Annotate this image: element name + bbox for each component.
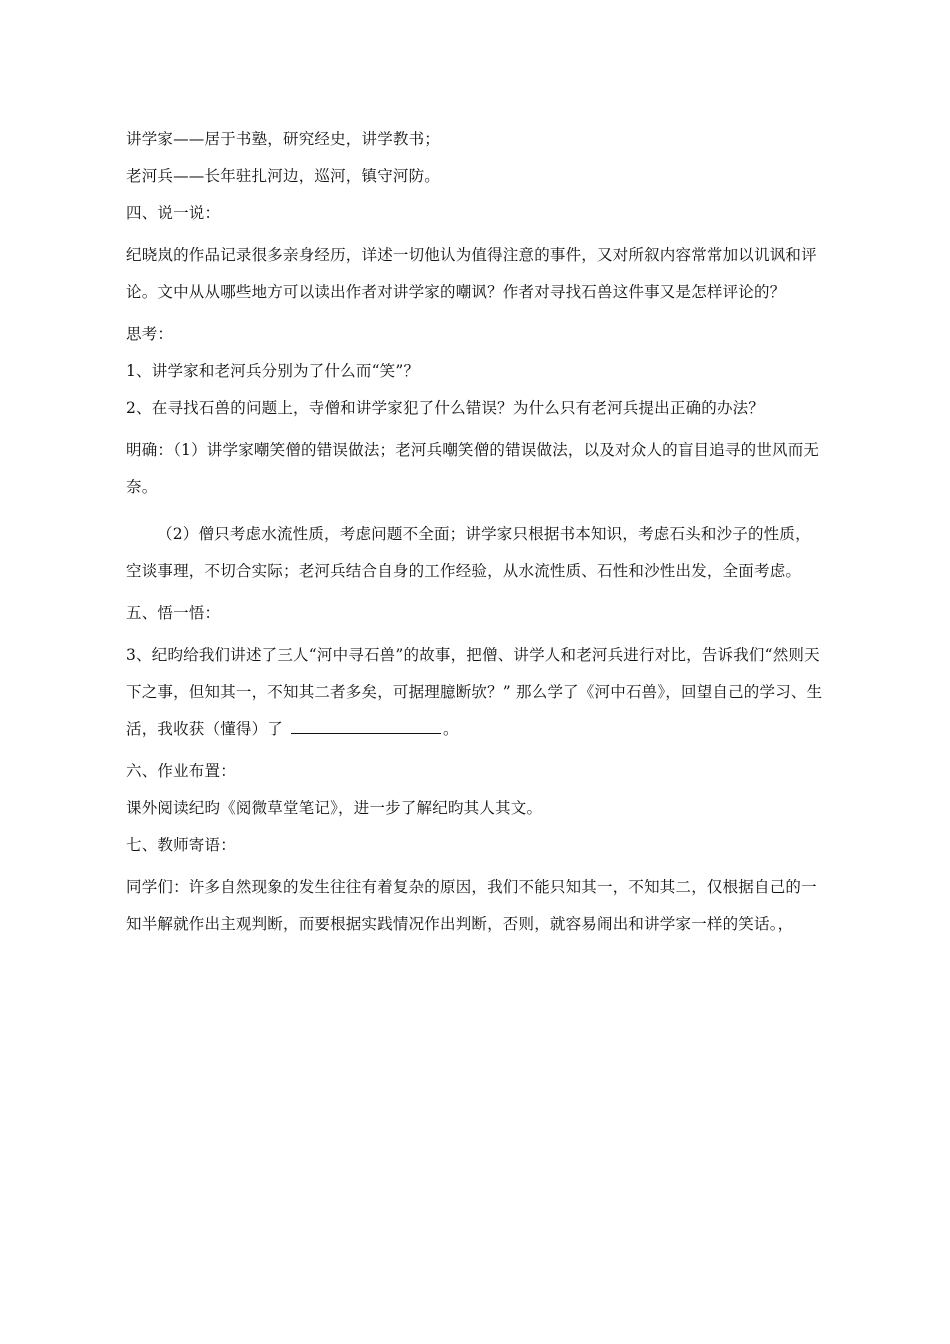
section-heading-6: 六、作业布置： <box>126 762 236 780</box>
think-label: 思考： <box>126 325 174 343</box>
document-body <box>126 126 826 953</box>
section-heading-4: 四、说一说： <box>126 204 221 222</box>
section-heading-7: 七、教师寄语： <box>126 836 236 854</box>
question-3-end: 。 <box>443 720 459 738</box>
question-2: 2、在寻找石兽的问题上，寺僧和讲学家犯了什么错误？为什么只有老河兵提出正确的办法？ <box>126 399 765 417</box>
definition-jiangxuejia: 讲学家——居于书塾，研究经史，讲学教书； <box>126 130 441 148</box>
answer-1: 明确：（1）讲学家嘲笑僧的错误做法；老河兵嘲笑僧的错误做法，以及对众人的盲目追寻的世风而无奈。 <box>126 441 820 496</box>
question-3 <box>126 637 826 748</box>
homework-text: 课外阅读纪昀《阅微草堂笔记》，进一步了解纪昀其人其文。 <box>126 799 543 817</box>
section-heading-5: 五、悟一悟： <box>126 604 221 622</box>
answer-blank[interactable] <box>291 717 441 734</box>
question-1: 1、讲学家和老河兵分别为了什么而“笑”？ <box>126 362 420 380</box>
definition-laohebing: 老河兵——长年驻扎河边，巡河，镇守河防。 <box>126 167 441 185</box>
paragraph-intro: 纪晓岚的作品记录很多亲身经历，详述一切他认为值得注意的事件，又对所叙内容常常加以讥讽和评论。文中从从哪些地方可以读出作者对讲学家的嘲讽？作者对寻找石兽这件事又是怎样评论的？ <box>126 246 817 301</box>
answer-2: （2）僧只考虑水流性质，考虑问题不全面；讲学家只根据书本知识，考虑石头和沙子的性质，空谈事理，不切合实际；老河兵结合自身的工作经验，从水流性质、石性和沙性出发，全面考虑。 <box>126 525 811 580</box>
question-3-text: 3、纪昀给我们讲述了三人“河中寻石兽”的故事，把僧、讲学人和老河兵进行对比，告诉我们“然则天下之事，但知其一，不知其二者多矣，可据理臆断欤？” 那么学了《河中石兽》，回望自己的学习、生活，我收获（懂得）了 <box>126 646 823 738</box>
teacher-message: 同学们：许多自然现象的发生往往有着复杂的原因，我们不能只知其一，不知其二，仅根据自己的一知半解就作出主观判断，而要根据实践情况作出判断，否则，就容易闹出和讲学家一样的笑话。， <box>126 878 817 933</box>
